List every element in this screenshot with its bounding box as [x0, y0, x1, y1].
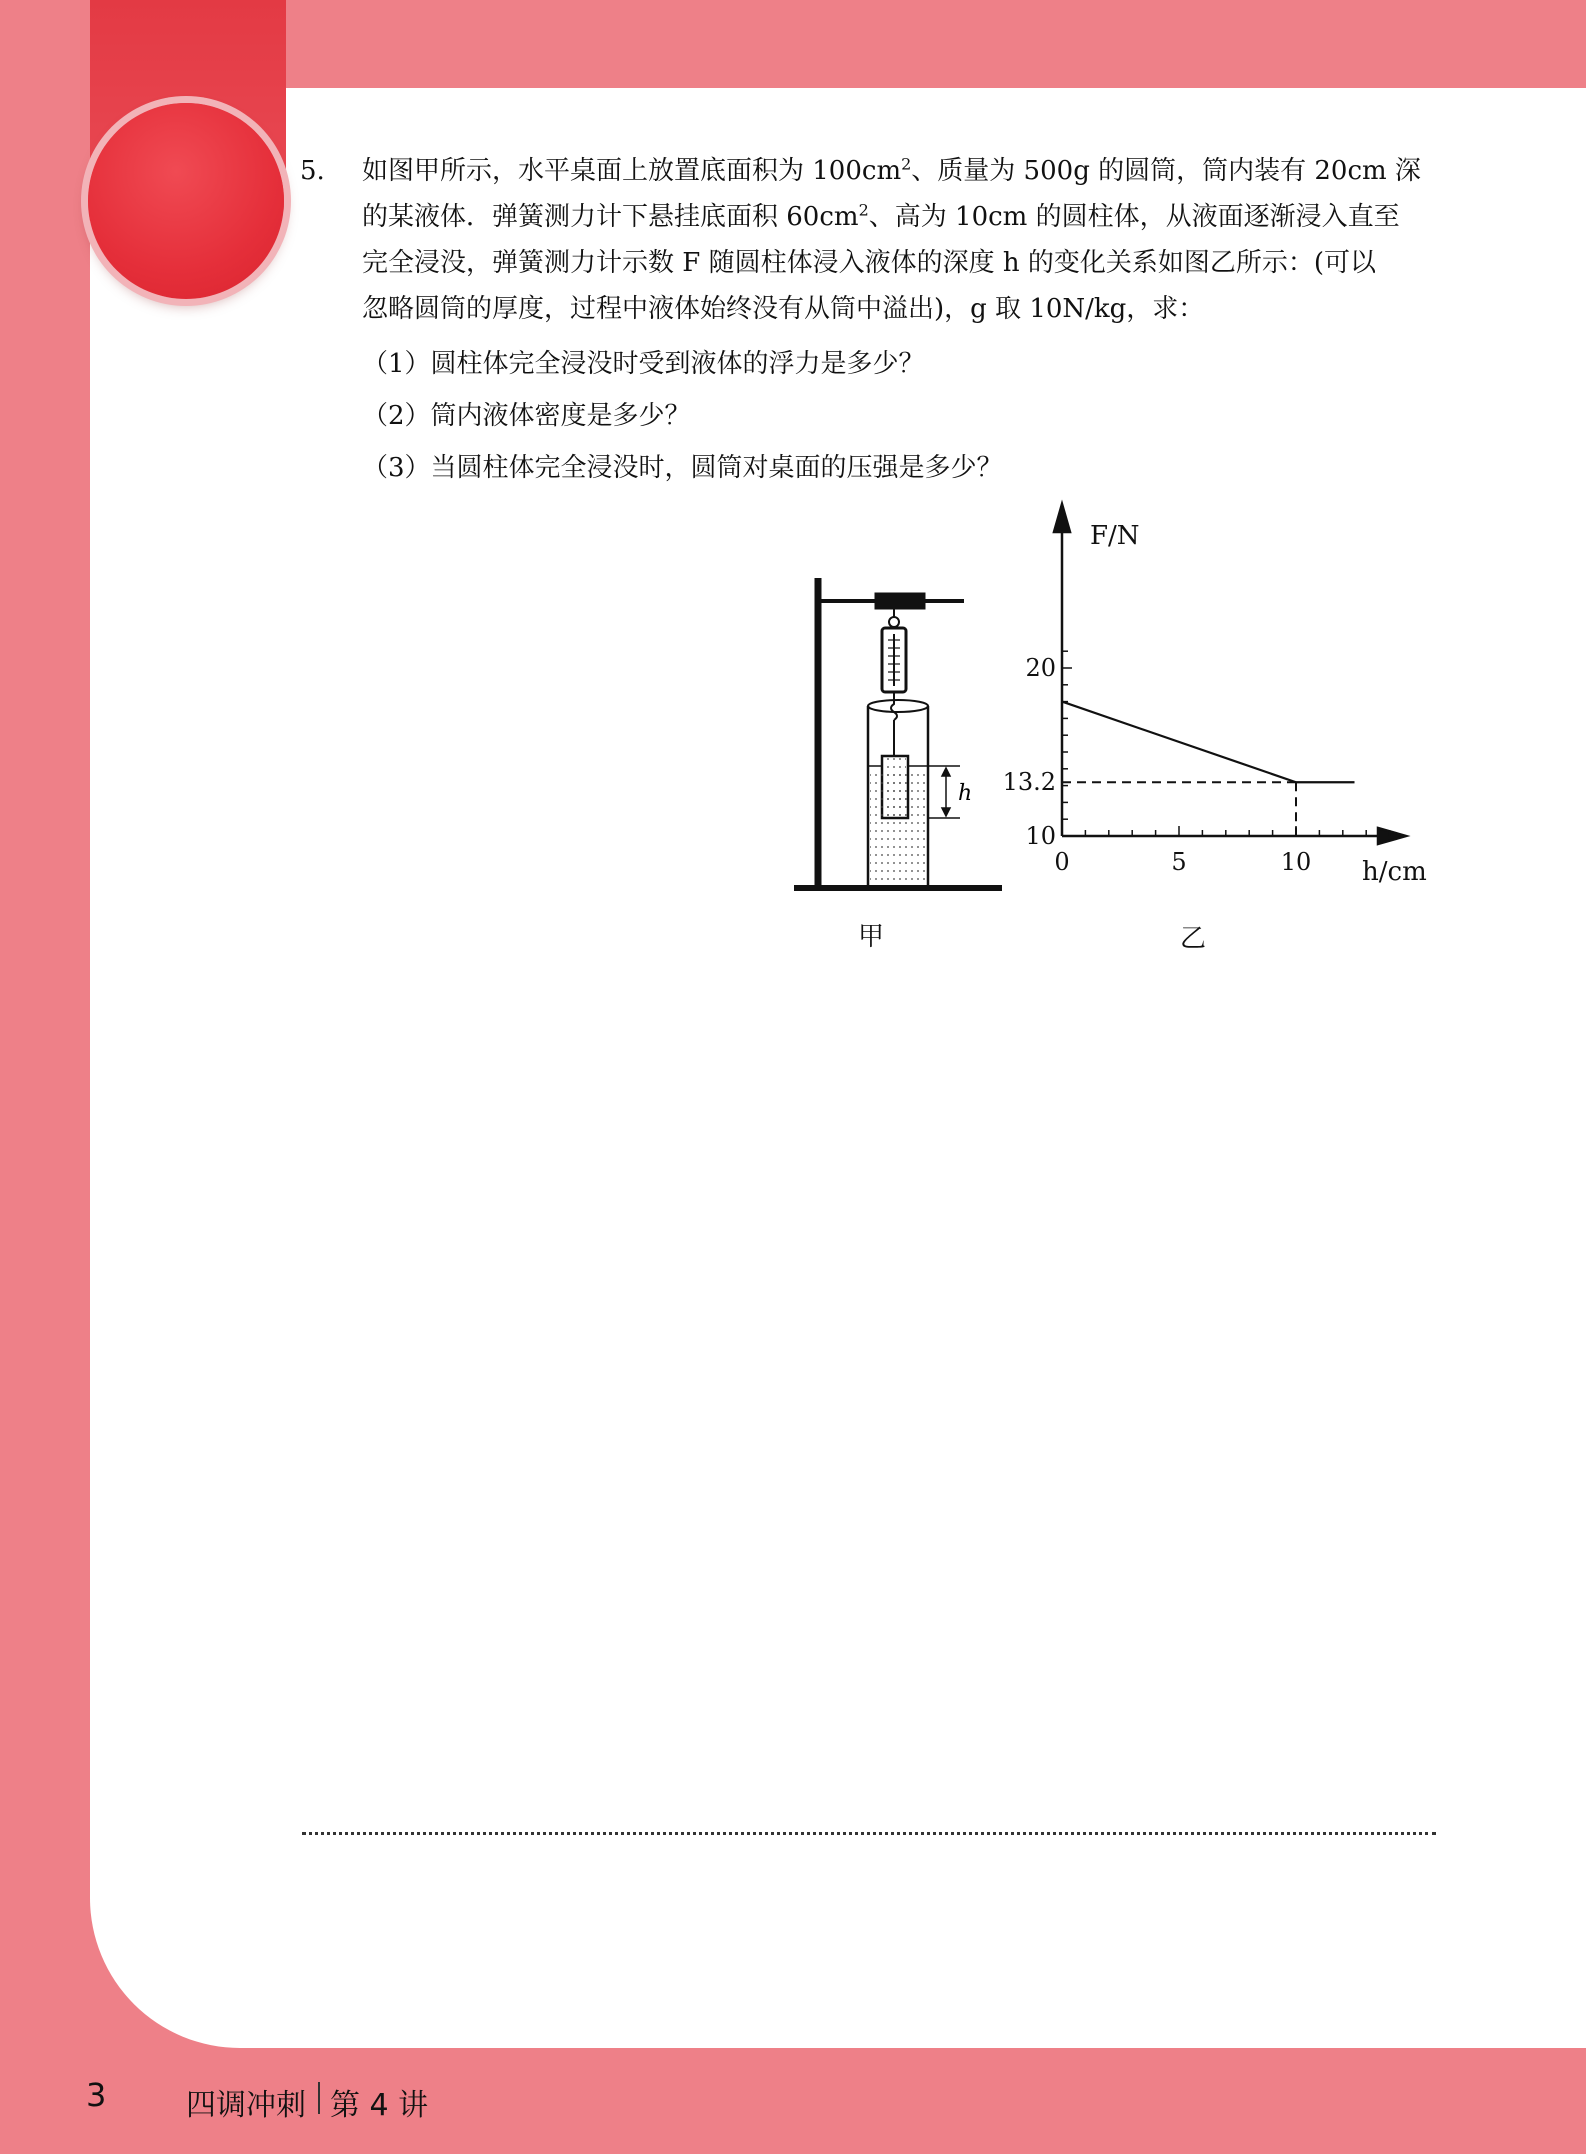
x-tick-label: 5	[1171, 848, 1187, 876]
sub-questions	[362, 338, 1440, 494]
series-line	[1062, 702, 1355, 783]
stem-line-3: 完全浸没，弹簧测力计示数 F 随圆柱体浸入液体的深度 h 的变化关系如图乙所示：(可以	[362, 248, 1376, 278]
x-axis-label: h/cm	[1362, 857, 1427, 887]
footer-lecture: 第 4 讲	[330, 2088, 429, 2123]
y-tick-label: 10	[1025, 822, 1056, 850]
stem-line-1: 如图甲所示，水平桌面上放置底面积为 $100cm^2$、质量为 500g 的圆筒，筒内装有 20cm 深	[362, 154, 1421, 186]
figure-jia-caption: 甲	[858, 922, 885, 952]
y-axis-label: F/N	[1090, 521, 1140, 551]
x-tick-label: 10	[1280, 848, 1312, 876]
figure-jia-apparatus	[790, 500, 1020, 960]
x-axis-arrow-icon	[1378, 828, 1406, 844]
page-number: 3	[86, 2076, 107, 2114]
stem-line-2: 的某液体．弹簧测力计下悬挂底面积 $60cm^2$、高为 10cm 的圆柱体，从液面逐渐浸入直至	[362, 200, 1400, 232]
sub-question-2: （2）筒内液体密度是多少？	[362, 401, 691, 431]
y-axis-arrow-icon	[1054, 504, 1070, 532]
y-tick-label: 20	[1025, 654, 1056, 682]
question-block	[300, 148, 1440, 494]
question-number: 5.	[300, 156, 325, 186]
x-tick-label: 0	[1054, 848, 1070, 876]
answer-divider	[302, 1832, 1436, 1835]
sub-question-1: （1）圆柱体完全浸没时受到液体的浮力是多少？	[362, 349, 925, 379]
sub-question-3: （3）当圆柱体完全浸没时，圆筒对桌面的压强是多少？	[362, 453, 1003, 483]
figure-yi-chart	[1000, 496, 1440, 936]
h-dimension-label: h	[958, 781, 973, 806]
figure-yi-caption: 乙	[1180, 924, 1207, 954]
question-stem	[362, 148, 1440, 332]
stem-line-4: 忽略圆筒的厚度，过程中液体始终没有从筒中溢出)，g 取 10N/kg，求：	[362, 294, 1205, 324]
question-badge-icon	[88, 103, 284, 299]
footer-title: 四调冲刺	[186, 2088, 306, 2123]
footer-separator	[318, 2082, 320, 2114]
y-tick-label: 13.2	[1002, 768, 1056, 797]
